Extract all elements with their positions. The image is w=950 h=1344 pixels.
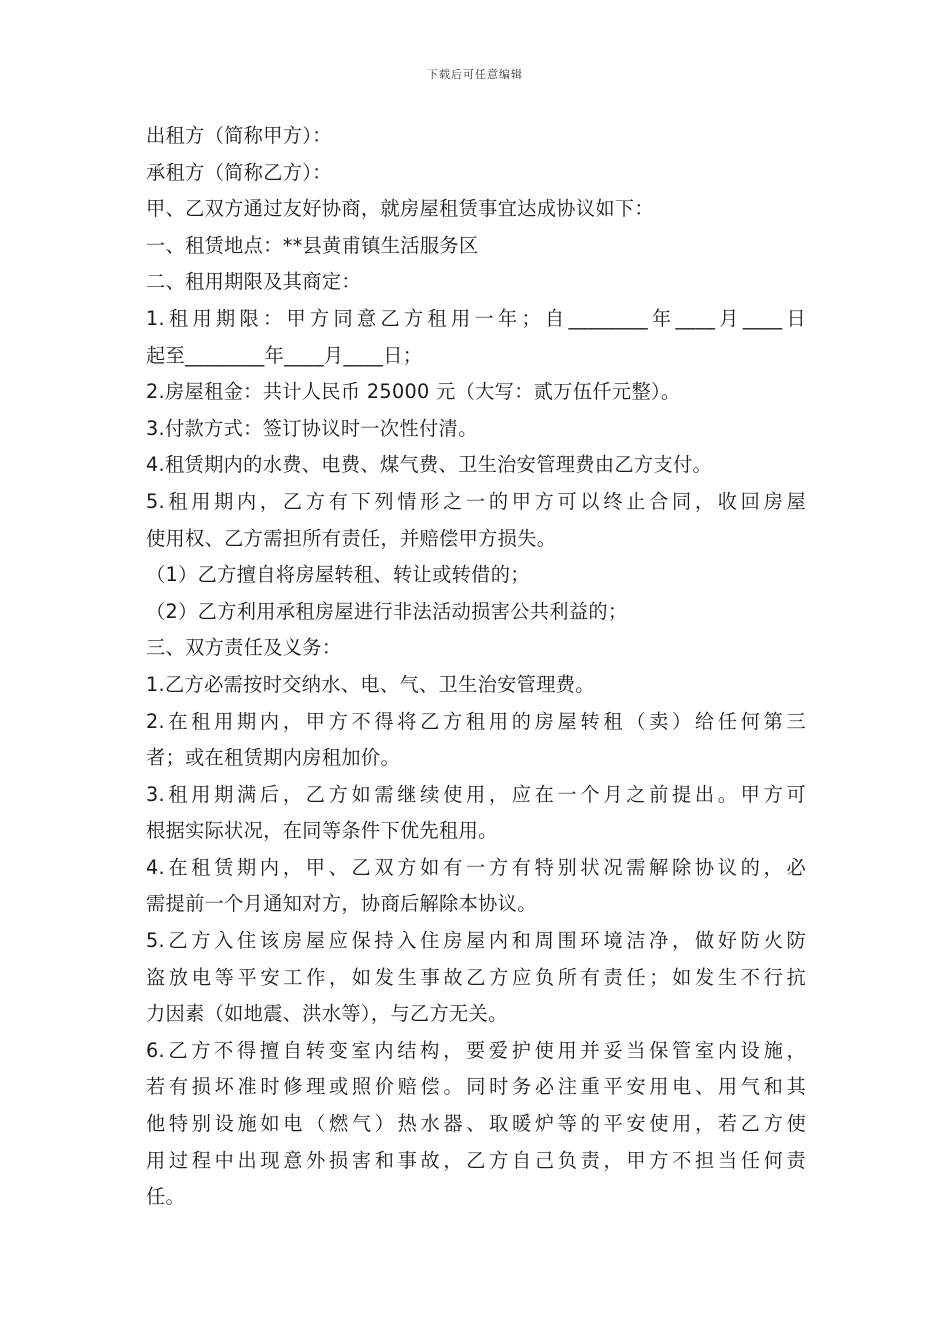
text-line-duty-2: 2.在租用期内，甲方不得将乙方租用的房屋转租（卖）给任何第三: [146, 709, 806, 733]
contract-body: [146, 118, 806, 1216]
text-line-duty-4-cont: 需提前一个月通知对方，协商后解除本协议。: [146, 892, 537, 916]
text-line-duty-5-cont: 盗放电等平安工作，如发生事故乙方应负所有责任；如发生不行抗: [146, 965, 806, 989]
text-line-duty-6: 6.乙方不得擅自转变室内结构，要爱护使用并妥当保管室内设施，: [146, 1038, 806, 1062]
text-line-lessor: 出租方（简称甲方）：: [146, 124, 332, 147]
text-line-duty-6-cont: 若有损坏准时修理或照价赔偿。同时务必注重平安用电、用气和其: [146, 1075, 806, 1099]
text-line-duty-6-end: 任。: [146, 1185, 186, 1209]
text-line-termination-cont: 使用权、乙方需担所有责任，并赔偿甲方损失。: [146, 526, 557, 550]
text-line-section-3: 三、双方责任及义务：: [146, 636, 342, 660]
text-line-term: 1.租用期限：甲方同意乙方租用一年；自________年____月____日: [146, 306, 806, 330]
text-line-duty-3: 3.租用期满后，乙方如需继续使用，应在一个月之前提出。甲方可: [146, 782, 806, 806]
text-line-duty-1: 1.乙方必需按时交纳水、电、气、卫生治安管理费。: [146, 672, 595, 696]
text-line-preamble: 甲、乙双方通过友好协商，就房屋租赁事宜达成协议如下：: [146, 197, 654, 221]
text-line-payment: 3.付款方式：签订协议时一次性付清。: [146, 416, 478, 440]
text-line-duty-2-cont: 者；或在租赁期内房租加价。: [146, 746, 400, 770]
text-line-section-2: 二、租用期限及其商定：: [146, 270, 361, 294]
text-line-duty-6-cont-3: 用过程中出现意外损害和事故，乙方自己负责，甲方不担当任何责: [146, 1148, 806, 1172]
text-line-clause-1: （1）乙方擅自将房屋转租、转让或转借的；: [146, 563, 530, 587]
text-line-duty-5: 5.乙方入住该房屋应保持入住房屋内和周围环境洁净，做好防火防: [146, 929, 806, 953]
text-line-lessee: 承租方（简称乙方）：: [146, 160, 332, 184]
text-line-duty-3-cont: 根据实际状况，在同等条件下优先租用。: [146, 819, 498, 843]
text-line-section-1: 一、租赁地点：**县黄甫镇生活服务区: [146, 233, 479, 257]
text-line-rent: 2.房屋租金：共计人民币 25000 元（大写：贰万伍仟元整）。: [146, 380, 681, 404]
text-line-clause-2: （2）乙方利用承租房屋进行非法活动损害公共利益的；: [146, 599, 628, 623]
text-line-duty-4: 4.在租赁期内，甲、乙双方如有一方有特别状况需解除协议的，必: [146, 855, 806, 879]
text-line-term-end: 起至________年____月____日；: [146, 343, 423, 367]
text-line-utilities: 4.租赁期内的水费、电费、煤气费、卫生治安管理费由乙方支付。: [146, 453, 713, 477]
page-header-note: 下载后可任意编辑: [427, 68, 523, 81]
text-line-termination: 5.租用期内，乙方有下列情形之一的甲方可以终止合同，收回房屋: [146, 489, 806, 513]
text-line-duty-5-end: 力因素（如地震、洪水等），与乙方无关。: [146, 1002, 508, 1026]
text-line-duty-6-cont-2: 他特别设施如电（燃气）热水器、取暖炉等的平安使用，若乙方使: [146, 1112, 806, 1136]
